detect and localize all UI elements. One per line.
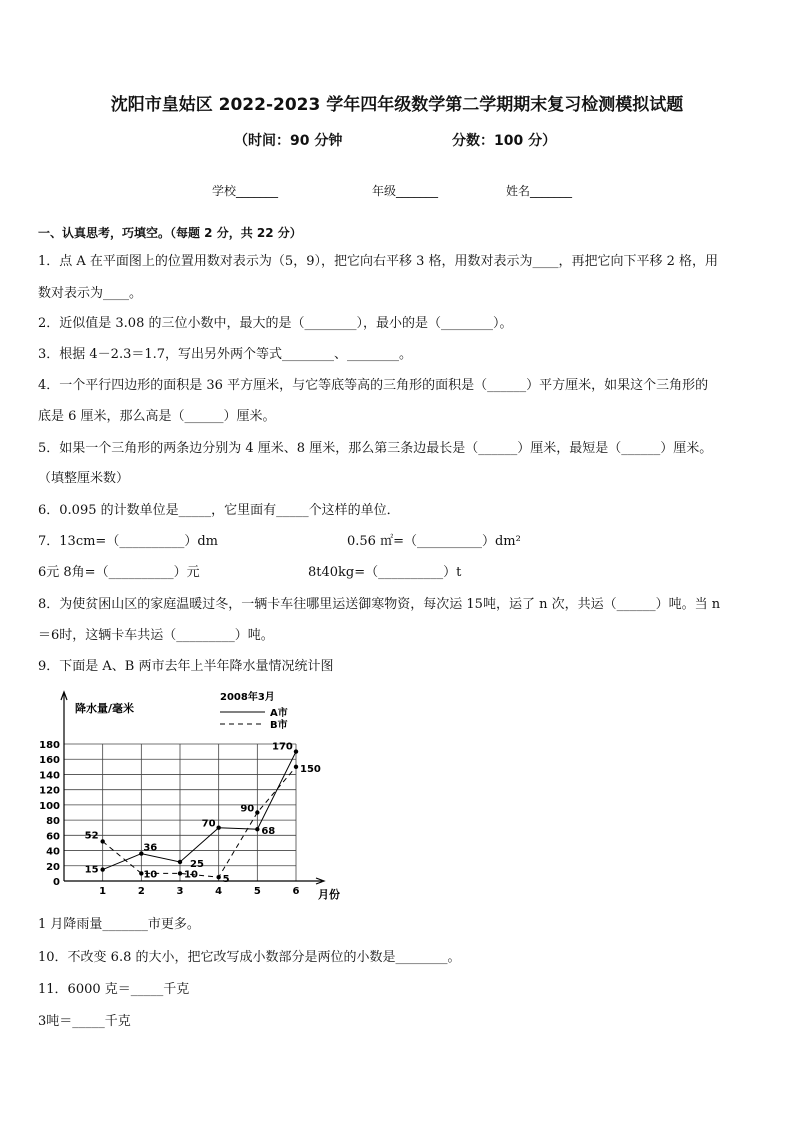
page-title: 沈阳市皇姑区 2022-2023 学年四年级数学第二学期期末复习检测模拟试题 [110, 95, 684, 115]
question-line: 3．根据 4－2.3＝1.7，写出另外两个等式________、________。 [38, 347, 413, 362]
data-point [100, 839, 104, 843]
chart-title: 2008年3月 [220, 692, 275, 703]
y-tick-label: 0 [53, 877, 60, 888]
data-label: 68 [261, 826, 276, 838]
data-label: 10 [143, 869, 158, 881]
y-tick-label: 60 [46, 831, 60, 843]
question-7b: 0.56 ㎡=（__________）dm² [347, 534, 521, 549]
data-point [178, 871, 182, 875]
question-line: ＝6时，这辆卡车共运（_________）吨。 [38, 628, 274, 643]
y-tick-label: 40 [46, 846, 60, 858]
data-point [294, 749, 298, 753]
question-line: 数对表示为____。 [38, 286, 143, 301]
chart-legend [220, 706, 288, 731]
y-tick-labels [39, 740, 60, 888]
data-label: 25 [190, 858, 204, 870]
data-point [255, 827, 259, 831]
x-tick-labels [99, 886, 299, 897]
y-tick-label: 180 [39, 740, 60, 751]
x-tick-label: 1 [99, 886, 107, 897]
question-7d: 8t40kg=（__________）t [308, 565, 462, 580]
question-line: 底是 6 厘米，那么高是（______）厘米。 [38, 409, 276, 424]
school-field: 学校_______ [212, 184, 279, 198]
data-label: 52 [84, 830, 99, 842]
x-tick-label: 2 [137, 886, 145, 897]
x-tick-label: 5 [253, 886, 261, 897]
x-tick-label: 6 [292, 886, 300, 897]
data-point [255, 810, 259, 814]
question-line: 6．0.095 的计数单位是_____，它里面有_____个这样的单位． [38, 503, 400, 518]
data-point [216, 826, 220, 830]
y-tick-label: 100 [39, 800, 60, 812]
data-label: 150 [300, 763, 321, 775]
section-heading: 一、认真思考，巧填空。（每题 2 分，共 22 分） [38, 226, 302, 240]
question-9-answer: 1 月降雨量_______市更多。 [38, 917, 200, 932]
data-label: 36 [143, 842, 158, 854]
y-tick-label: 20 [46, 861, 60, 873]
data-point [216, 875, 220, 879]
y-tick-label: 80 [46, 816, 60, 828]
y-axis-label: 降水量/毫米 [75, 702, 135, 715]
exam-time: （时间：90 分钟 [234, 133, 343, 149]
rainfall-line-chart [30, 682, 360, 907]
question-line: （填整厘米数） [38, 471, 130, 486]
name-field: 姓名_______ [506, 184, 573, 198]
data-label: 70 [201, 818, 216, 830]
question-10: 10．不改变 6.8 的大小，把它改写成小数部分是两位的小数是________。 [38, 950, 461, 965]
data-label: 90 [240, 803, 255, 815]
question-line: 8．为使贫困山区的家庭温暖过冬，一辆卡车往哪里运送御寒物资，每次运 15吨，运了 n 次，共运（______）吨。当 n [38, 597, 721, 612]
series-line-A市 [103, 752, 296, 870]
grade-field: 年级_______ [372, 184, 439, 198]
question-7a: 7．13cm=（__________）dm [38, 534, 218, 549]
question-11b: 3吨＝_____千克 [38, 1014, 131, 1029]
question-line: 9．下面是 A、B 两市去年上半年降水量情况统计图 [38, 659, 334, 674]
data-point [178, 860, 182, 864]
data-point [100, 867, 104, 871]
data-label: 5 [222, 874, 230, 886]
data-label: 170 [272, 741, 293, 753]
data-point [294, 765, 298, 769]
question-line: 1．点 A 在平面图上的位置用数对表示为（5，9），把它向右平移 3 格，用数对表示为____，再把它向下平移 2 格，用 [38, 254, 719, 269]
legend-label: A市 [270, 708, 288, 719]
question-7c: 6元 8角=（__________）元 [38, 565, 200, 580]
legend-label: B市 [270, 720, 288, 731]
question-11a: 11．6000 克＝_____千克 [38, 982, 190, 997]
y-tick-label: 120 [39, 785, 60, 797]
x-tick-label: 4 [215, 886, 223, 897]
data-label: 15 [84, 864, 99, 876]
chart-series [85, 742, 321, 886]
y-tick-label: 140 [39, 770, 60, 782]
y-tick-label: 160 [39, 755, 60, 767]
question-line: 2．近似值是 3.08 的三位小数中，最大的是（________），最小的是（________）。 [38, 316, 513, 331]
question-line: 5．如果一个三角形的两条边分别为 4 厘米、8 厘米，那么第三条边最长是（______）厘米，最短是（______）厘米。 [38, 441, 713, 456]
x-tick-label: 3 [176, 886, 184, 897]
question-line: 4．一个平行四边形的面积是 36 平方厘米，与它等底等高的三角形的面积是（______）平方厘米，如果这个三角形的 [38, 378, 709, 393]
data-label: 10 [184, 869, 198, 881]
exam-score: 分数：100 分） [452, 133, 557, 149]
x-axis-label: 月份 [318, 888, 340, 901]
